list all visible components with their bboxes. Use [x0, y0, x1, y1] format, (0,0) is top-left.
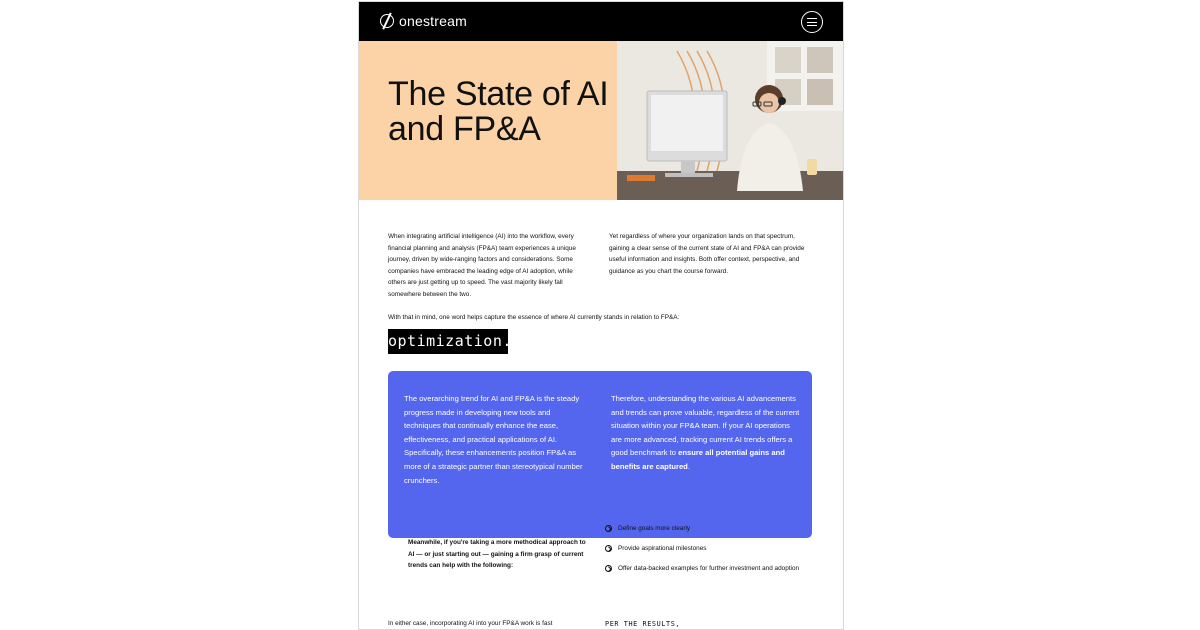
arrow-circle-icon [605, 565, 612, 572]
hamburger-menu-button[interactable] [801, 11, 823, 33]
list-item [605, 543, 805, 554]
lead-line: With that in mind, one word helps capture the essence of where AI currently stands in relation to FP&A: [388, 314, 680, 321]
document-page [358, 1, 844, 630]
keyword-badge: optimization. [388, 329, 508, 354]
callout-right-bold: ensure all potential gains and benefits are captured [611, 448, 785, 471]
meanwhile-paragraph: Meanwhile, if you're taking a more methodical approach to AI — or just starting out — gaining a firm grasp of current trends can help with the following: [408, 539, 586, 570]
hero-banner [359, 41, 843, 200]
callout-left-text: The overarching trend for AI and FP&A is the steady progress made in developing new tools and techniques that continually enhance the ease, effectiveness, and practical applications of AI. Specifically, these enhancements position FP&A as more of a strategic partner than stereotypical number crunchers. [404, 394, 583, 485]
arrow-circle-icon [605, 545, 612, 552]
list-item-label: Define goals more clearly [618, 525, 691, 532]
callout-right-text [611, 392, 801, 474]
list-item [605, 523, 805, 534]
footer-paragraph-start: In either case, incorporating AI into your FP&A work is fast [388, 620, 553, 627]
callout-card [388, 371, 812, 538]
page-title: The State of AI and FP&A [388, 75, 609, 148]
woman-at-computer-photo [617, 41, 843, 200]
logo-text: onestream [399, 13, 467, 29]
list-item-label: Offer data-backed examples for further investment and adoption [618, 564, 800, 572]
hamburger-menu-icon [807, 18, 817, 19]
intro-paragraph-left: When integrating artificial intelligence (AI) into the workflow, every financial planning and analysis (FP&A) team experiences a unique journey, driven by wide-ranging factors and considerations. Some companies have embraced the leading edge of AI adoption, while others are just getting up to speed. The vast majority likely fall somewhere between the two. [388, 233, 576, 298]
callout-right-plain: Therefore, understanding the various AI advancements and trends can prove valuable, regardless of the current situation within your FP&A team. If your AI operations are more advanced, tracking current AI trends offers a good benchmark to [611, 394, 800, 458]
top-bar [359, 2, 843, 41]
intro-paragraph-right: Yet regardless of where your organization lands on that spectrum, gaining a clear sense of the current state of AI and FP&A can provide useful information and insights. Both offer context, perspective, and guidance as you chart the course forward. [609, 233, 805, 275]
results-heading: PER THE RESULTS, [605, 620, 681, 628]
benefit-list [605, 523, 805, 583]
onestream-logo-icon [380, 14, 394, 28]
callout-right-end: . [687, 461, 690, 471]
list-item-label: Provide aspirational milestones [618, 544, 707, 552]
brand-logo[interactable] [380, 13, 467, 29]
list-item [605, 563, 805, 574]
arrow-circle-icon [605, 525, 612, 532]
